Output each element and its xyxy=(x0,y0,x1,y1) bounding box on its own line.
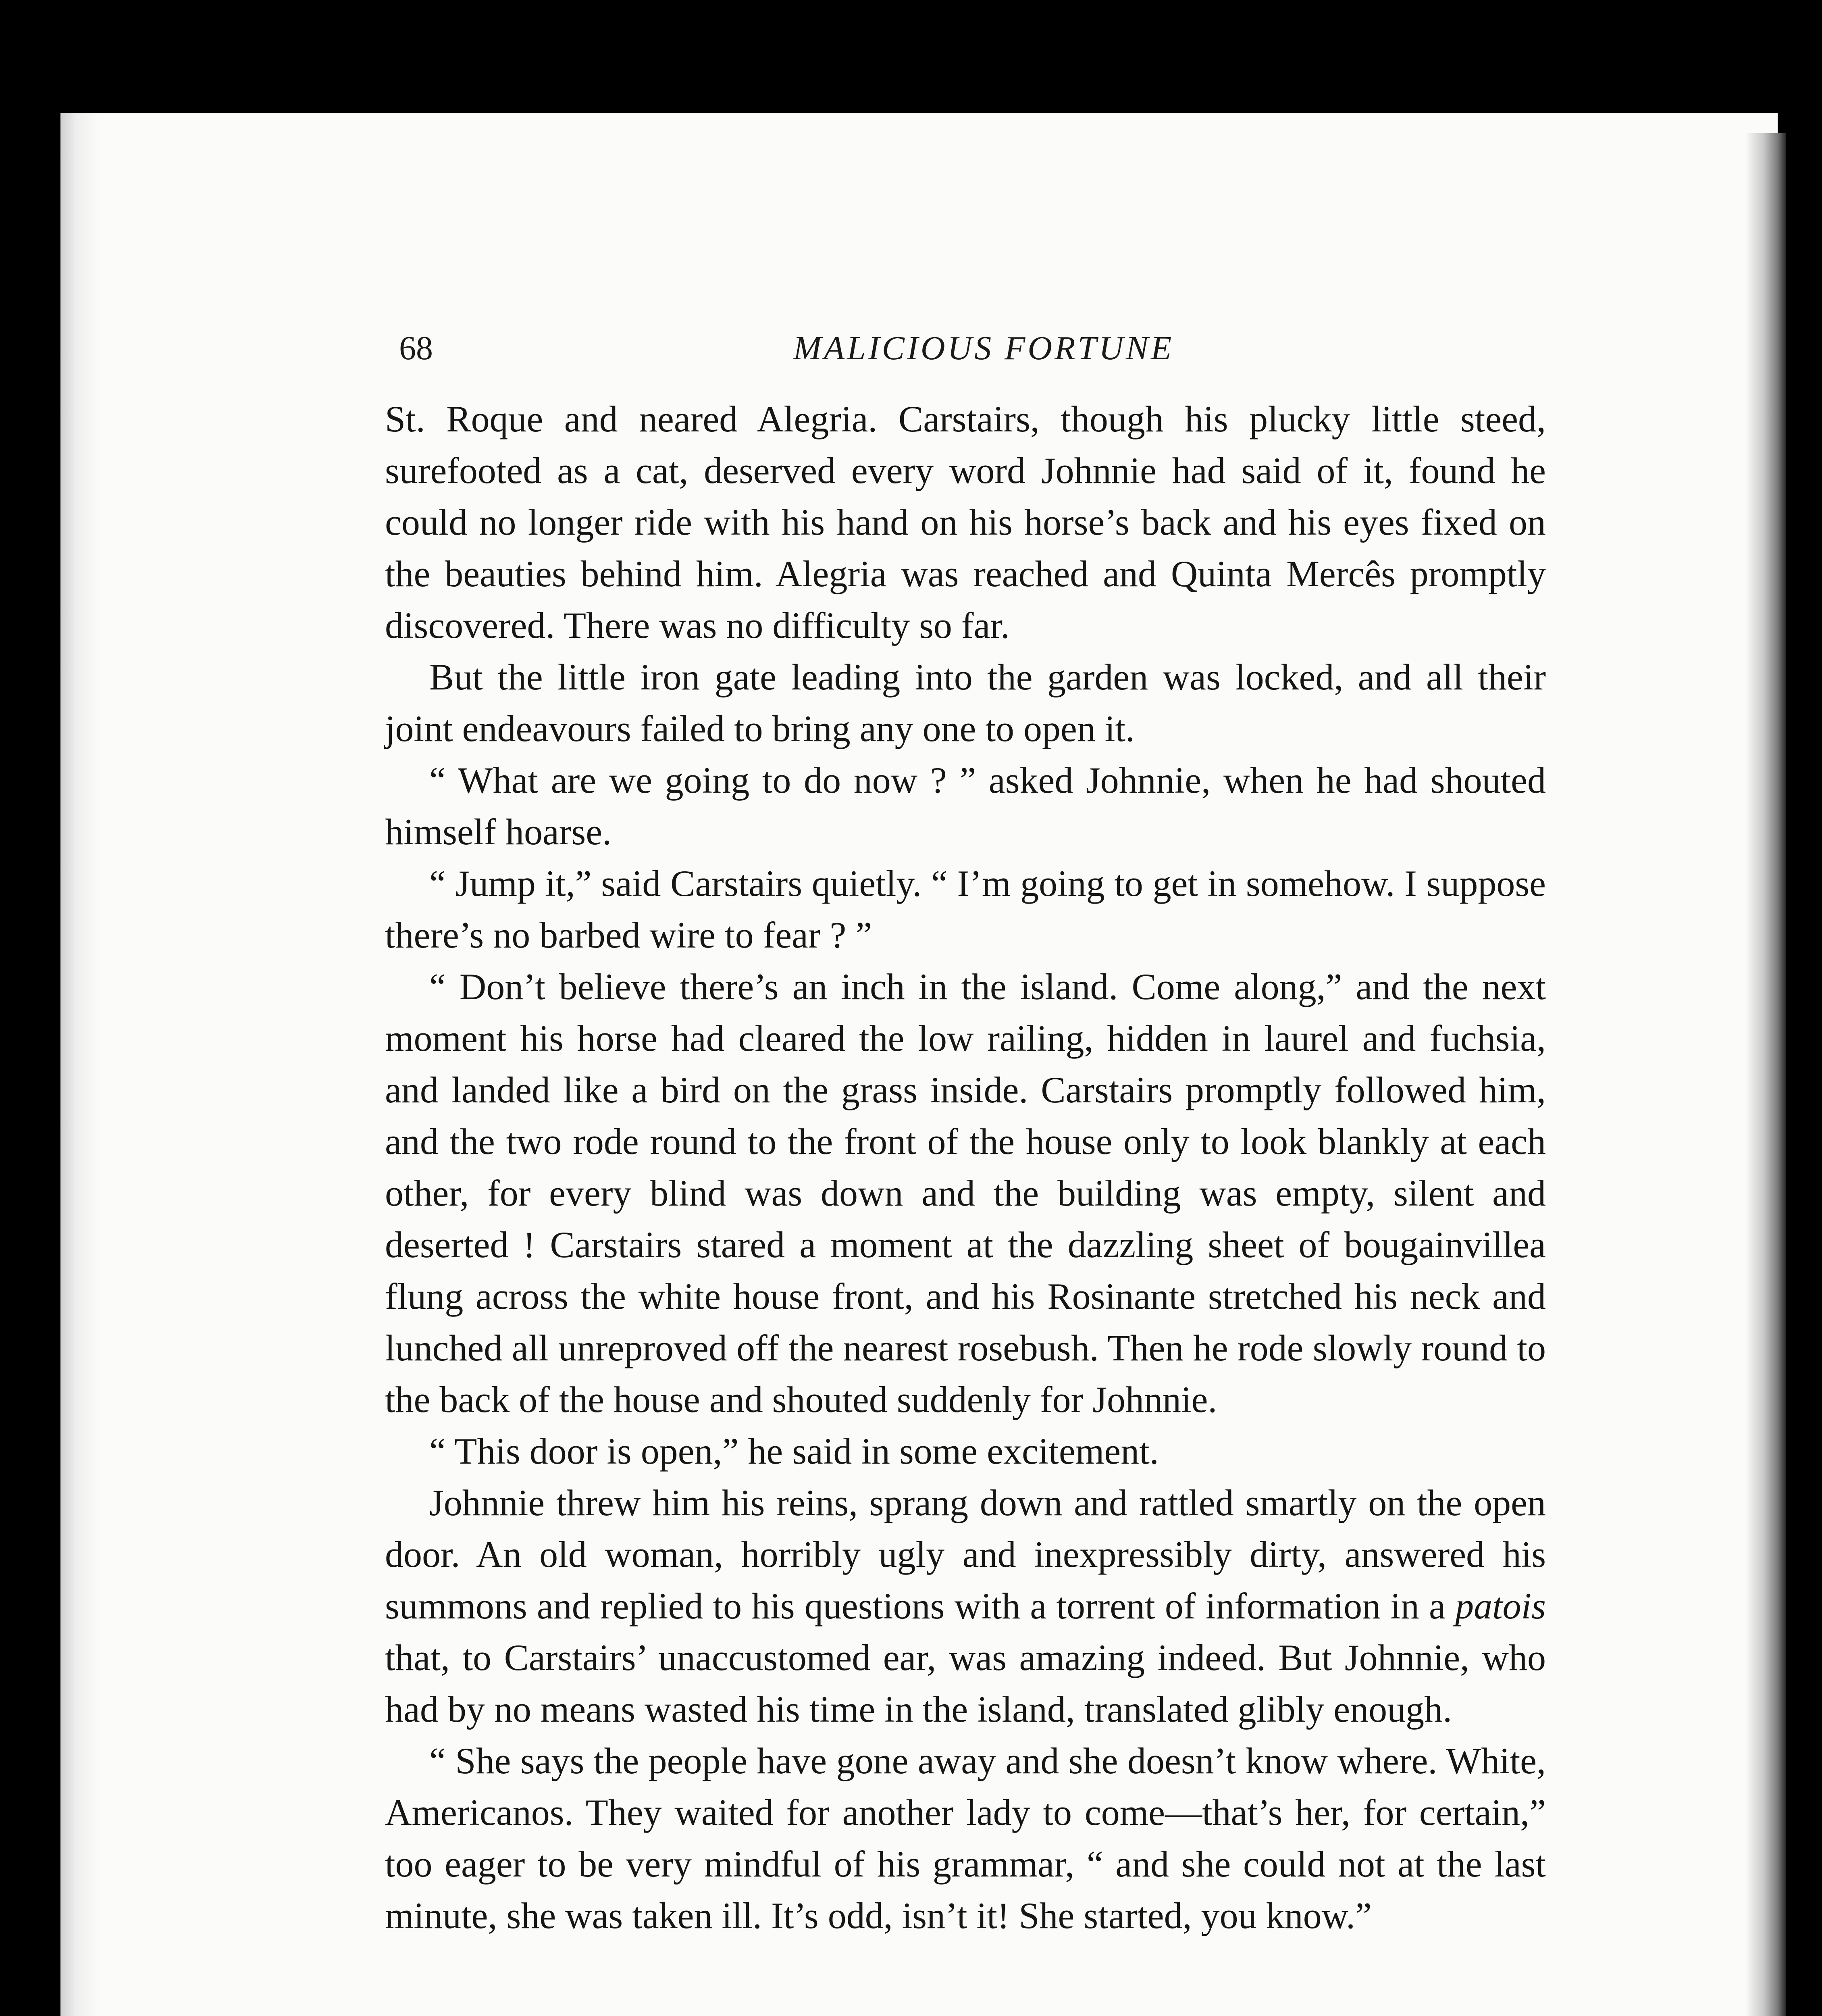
paragraph: “ She says the people have gone away and she doesn’t know where. White, Americanos. They waited for another lady to come—that’s her, for certain,” too eager to be very mindful of his grammar, “ and she could not at the last minute, she was taken ill. It’s odd, isn’t it! She started, you know.” xyxy=(385,1740,1546,1936)
page-number: 68 xyxy=(399,329,433,367)
paragraph: “ What are we going to do now ? ” asked Johnnie, when he had shouted himself hoarse. xyxy=(385,760,1546,852)
paragraph: But the little iron gate leading into the garden was locked, and all their joint endeavours failed to bring any one to open it. xyxy=(385,656,1546,749)
paragraph-text-part: that, to Carstairs’ unaccustomed ear, was amazing indeed. But Johnnie, who had by no means wasted his time in the island, translated glibly enough. xyxy=(385,1637,1546,1730)
page-gutter-left xyxy=(60,113,99,2016)
paragraph-text-part: Johnnie threw him his reins, sprang down and rattled smartly on the open door. An old woman, horribly ugly and inexpressibly dirty, answered his summons and replied to his questions with a torrent of information in a xyxy=(385,1482,1546,1627)
paragraph: “ Jump it,” said Carstairs quietly. “ I’m going to get in somehow. I suppose there’s no barbed wire to fear ? ” xyxy=(385,863,1546,956)
paragraph: “ Don’t believe there’s an inch in the island. Come along,” and the next moment his horse had cleared the low railing, hidden in laurel and fuchsia, and landed like a bird on the grass inside. Carstairs promptly followed him, and the two rode round to the front of the house only to look blankly at each other, for every blind was down and the building was empty, silent and deserted ! Carstairs stared a moment at the dazzling sheet of bougainvillea flung across the white house front, and his Rosinante stretched his neck and lunched all unreproved off the nearest rosebush. Then he rode slowly round to the back of the house and shouted suddenly for Johnnie. xyxy=(385,966,1546,1420)
running-header xyxy=(399,329,1544,373)
running-title: MALICIOUS FORTUNE xyxy=(793,329,1174,367)
paragraph: “ This door is open,” he said in some excitement. xyxy=(429,1431,1159,1472)
paragraph: St. Roque and neared Alegria. Carstairs, though his plucky little steed, surefooted as a cat, deserved every word Johnnie had said of it, found he could no longer ride with his hand on his horse’s back and his eyes fixed on the beauties behind him. Alegria was reached and Quinta Mercês promptly discovered. There was no difficulty so far. xyxy=(385,398,1546,646)
body-text xyxy=(385,393,1546,1941)
page-edge-right xyxy=(1745,133,1786,2016)
italic-word: patois xyxy=(1455,1585,1546,1627)
paragraph-with-italic xyxy=(385,1477,1546,1735)
